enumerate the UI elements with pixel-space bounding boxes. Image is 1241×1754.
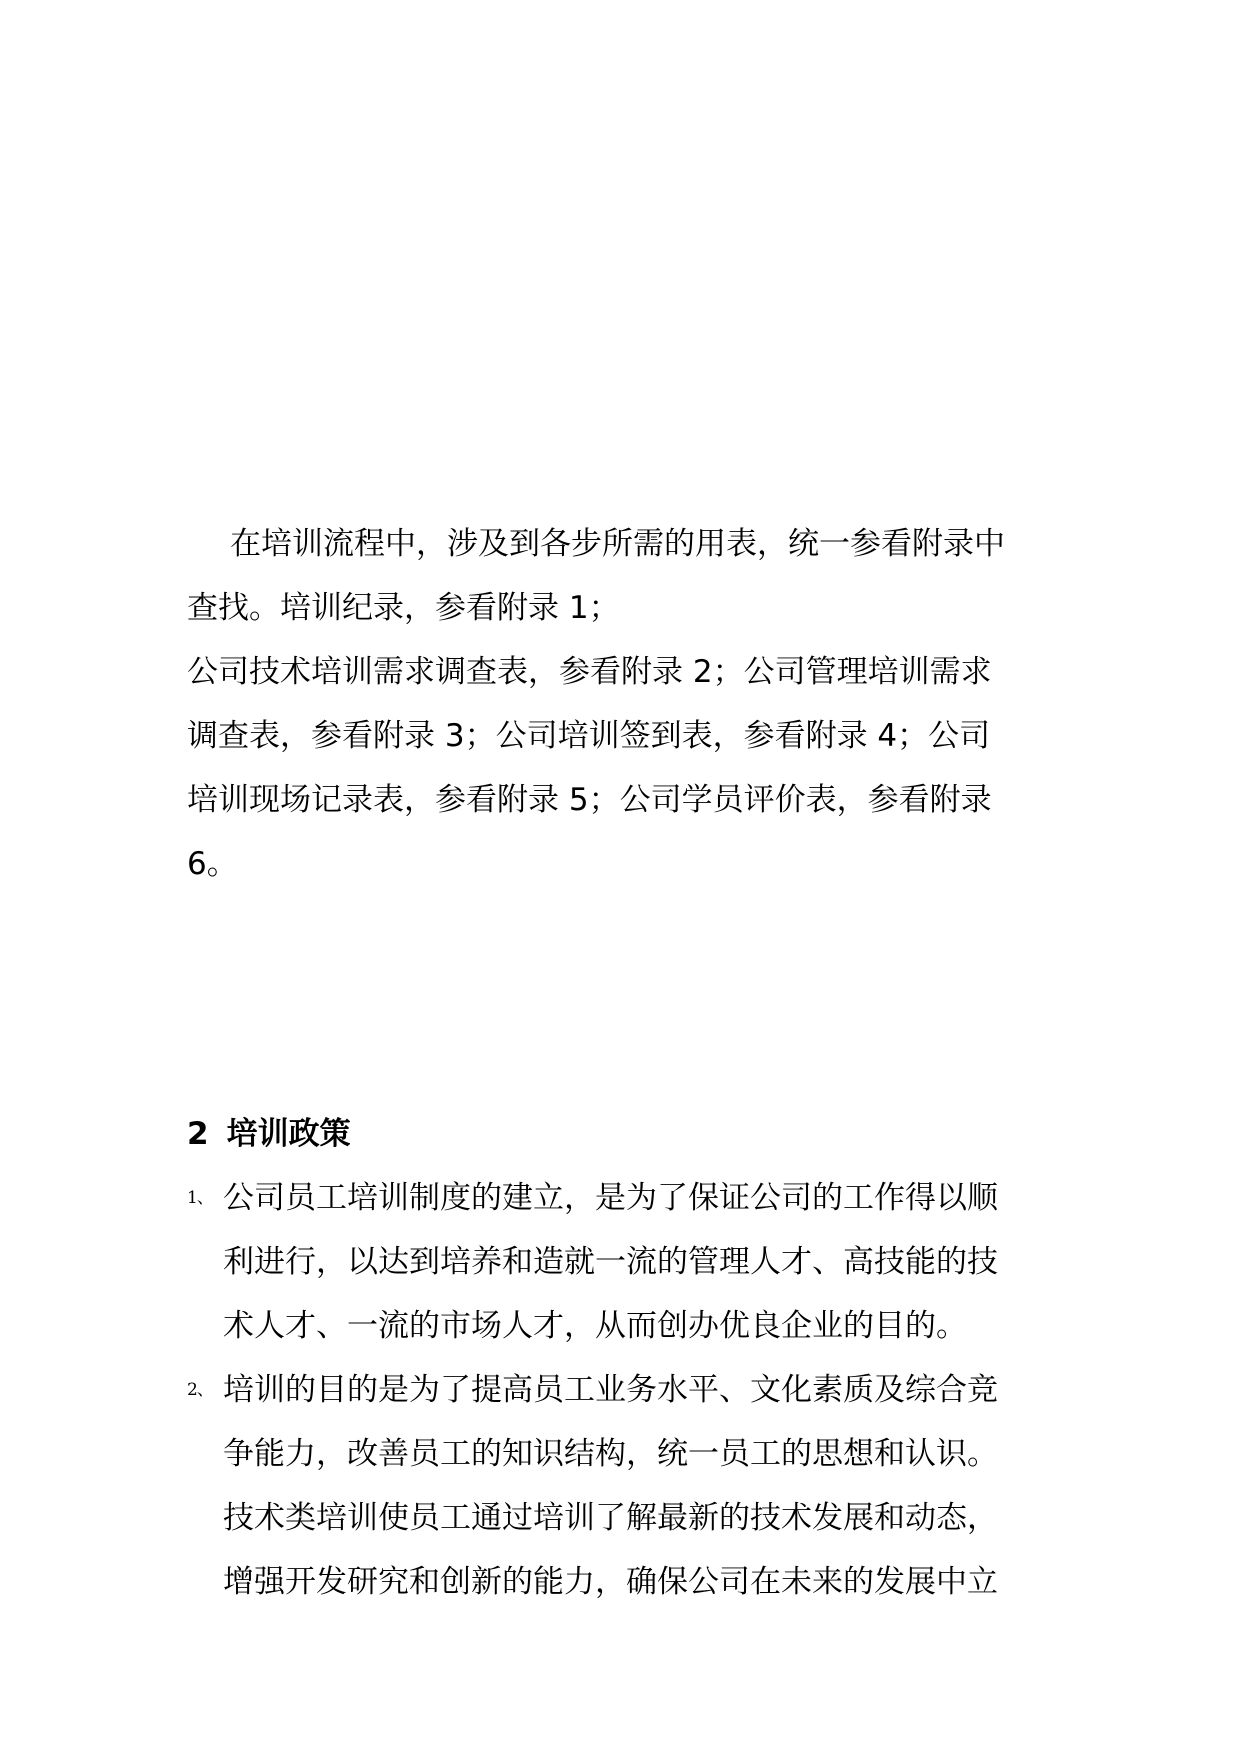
intro-line-1-text: 在培训流程中，涉及到各步所需的用表，统一参看附录中 [230, 526, 1005, 562]
section-number: 2 [187, 1116, 209, 1152]
list-item-line: 公司员工培训制度的建立，是为了保证公司的工作得以顺 [223, 1180, 998, 1216]
list-item [187, 1166, 1057, 1358]
intro-line-5: 培训现场记录表，参看附录 5；公司学员评价表，参看附录 [187, 782, 992, 818]
list-item [187, 1358, 1057, 1614]
list-item-line: 技术类培训使员工通过培训了解最新的技术发展和动态， [223, 1500, 998, 1536]
list-item-line: 培训的目的是为了提高员工业务水平、文化素质及综合竞 [223, 1372, 998, 1408]
intro-line-4: 调查表，参看附录 3；公司培训签到表，参看附录 4；公司 [187, 718, 991, 754]
section-title: 培训政策 [226, 1116, 351, 1152]
list-item-marker: 1、 [187, 1188, 213, 1208]
policy-list [187, 1166, 1057, 1614]
intro-line-1 [187, 512, 1057, 576]
intro-line-2: 查找。培训纪录，参看附录 1； [187, 590, 620, 626]
intro-line-6: 6。 [187, 846, 238, 882]
list-item-line: 争能力，改善员工的知识结构，统一员工的思想和认识。 [223, 1436, 998, 1472]
intro-line-3: 公司技术培训需求调查表，参看附录 2；公司管理培训需求 [187, 654, 992, 690]
list-item-line: 利进行，以达到培养和造就一流的管理人才、高技能的技 [223, 1244, 998, 1280]
list-item-line: 术人才、一流的市场人才，从而创办优良企业的目的。 [223, 1308, 967, 1344]
list-item-line: 增强开发研究和创新的能力，确保公司在未来的发展中立 [223, 1564, 998, 1600]
section-heading [187, 1102, 351, 1166]
list-item-marker: 2、 [187, 1380, 213, 1400]
intro-paragraph [187, 512, 1057, 896]
